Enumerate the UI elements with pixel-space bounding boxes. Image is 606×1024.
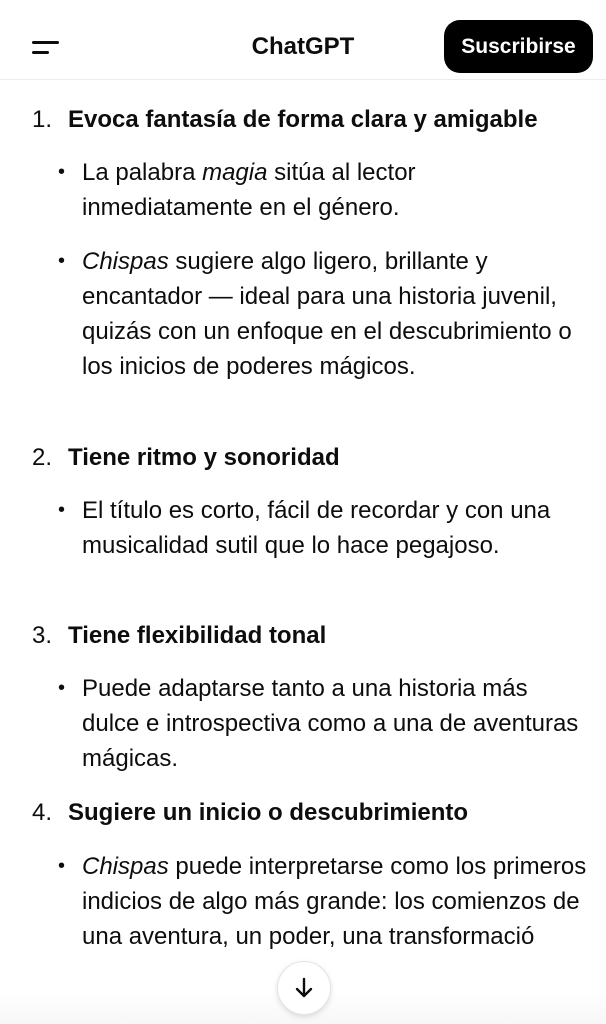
list-item bbox=[58, 493, 588, 563]
section-heading-1 bbox=[32, 102, 592, 137]
list-item-text: Chispas sugiere algo ligero, brillante y encantador — ideal para una historia juvenil, quizás con un enfoque en el descubrimiento o los inicios de poderes mágicos. bbox=[82, 248, 572, 380]
scroll-to-bottom-button[interactable] bbox=[277, 961, 331, 1015]
section-title: Evoca fantasía de forma clara y amigable bbox=[68, 106, 538, 133]
list-item-text: Puede adaptarse tanto a una historia más dulce e introspectiva como a una de aventuras mágicas. bbox=[82, 675, 579, 772]
bullet-dot-icon: • bbox=[58, 161, 66, 183]
list-item bbox=[58, 155, 588, 225]
top-bar bbox=[0, 0, 606, 80]
section-number: 1. bbox=[32, 106, 53, 133]
section-heading-2 bbox=[32, 440, 592, 475]
arrow-down-icon bbox=[293, 976, 315, 1000]
section-title: Tiene flexibilidad tonal bbox=[68, 622, 327, 649]
subscribe-button[interactable]: Suscribirse bbox=[444, 20, 593, 73]
list-item-text: El título es corto, fácil de recordar y con una musicalidad sutil que lo hace pegajoso. bbox=[82, 497, 551, 559]
bullet-dot-icon: • bbox=[58, 855, 66, 877]
section-title: Sugiere un inicio o descubrimiento bbox=[68, 799, 469, 826]
section-heading-4 bbox=[32, 795, 592, 830]
bullet-dot-icon: • bbox=[58, 499, 66, 521]
section-title: Tiene ritmo y sonoridad bbox=[68, 444, 340, 471]
list-item bbox=[58, 244, 588, 384]
page-title: ChatGPT bbox=[251, 33, 355, 60]
menu-icon bbox=[31, 38, 61, 58]
list-item bbox=[58, 849, 588, 954]
chat-message bbox=[0, 80, 606, 1024]
section-number: 4. bbox=[32, 799, 53, 826]
bullet-dot-icon: • bbox=[58, 250, 66, 272]
list-item-text: La palabra magia sitúa al lector inmediatamente en el género. bbox=[82, 159, 416, 221]
section-heading-3 bbox=[32, 618, 592, 653]
section-number: 2. bbox=[32, 444, 53, 471]
section-number: 3. bbox=[32, 622, 53, 649]
menu-button[interactable] bbox=[22, 24, 70, 72]
bullet-dot-icon: • bbox=[58, 677, 66, 699]
list-item-text: Chispas puede interpretarse como los primeros indicios de algo más grande: los comienzos de una aventura, un poder, una transformació bbox=[82, 853, 587, 950]
list-item bbox=[58, 671, 588, 776]
